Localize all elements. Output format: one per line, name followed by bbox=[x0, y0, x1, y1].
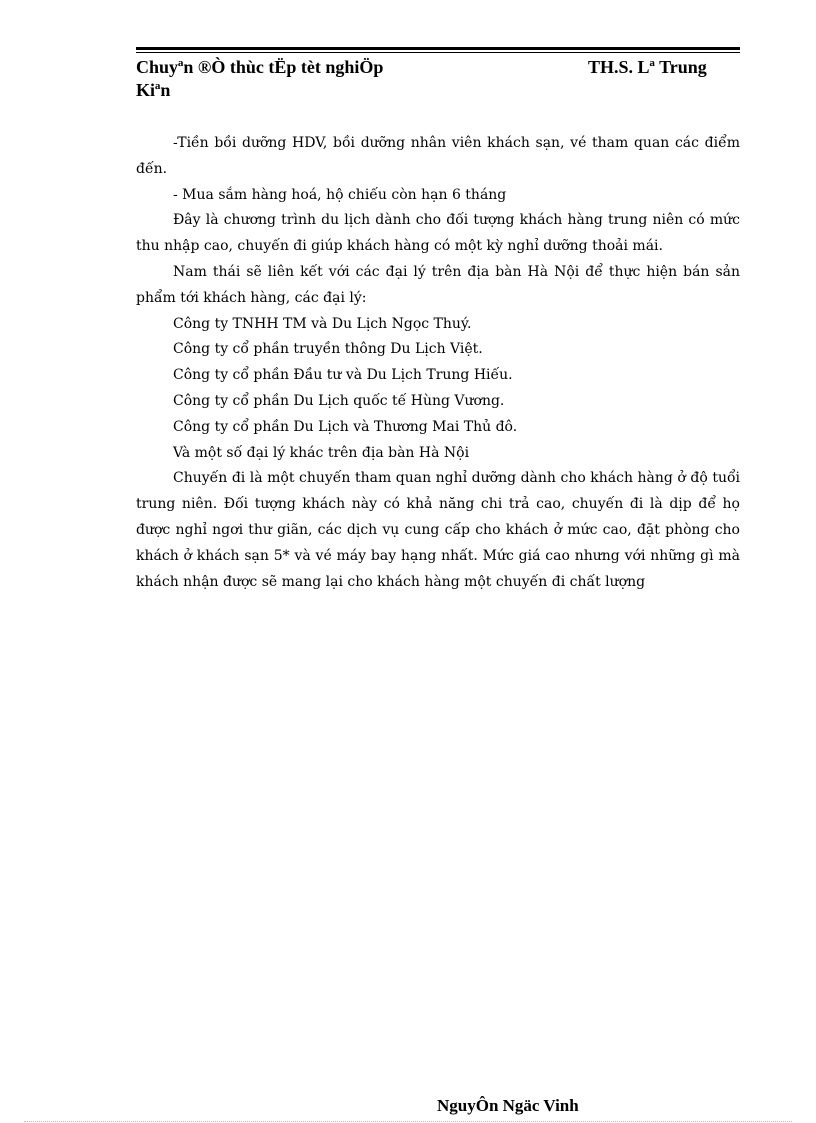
agent-list-item: Công ty cổ phần truyền thông Du Lịch Việt. bbox=[173, 341, 483, 358]
footer-author: NguyÔn Ngäc Vinh bbox=[437, 1096, 579, 1115]
body-text bbox=[136, 131, 740, 595]
paragraph-program-description: Đây là chương trình du lịch dành cho đối tượng khách hàng trung niên có mức thu nhập cao, chuyến đi giúp khách hàng có một kỳ nghỉ dưỡng thoải mái. bbox=[136, 212, 740, 255]
paragraph-shopping: - Mua sắm hàng hoá, hộ chiếu còn hạn 6 tháng bbox=[173, 186, 507, 203]
agent-list-item: Công ty cổ phần Du Lịch và Thương Mai Thủ đô. bbox=[173, 418, 518, 435]
paragraph-agents-intro: Nam thái sẽ liên kết với các đại lý trên địa bàn Hà Nội để thực hiện bán sản phẩm tới khách hàng, các đại lý: bbox=[136, 263, 740, 306]
header-rule-thick bbox=[136, 47, 740, 50]
header-title: Chuyªn ®Ò thùc tËp tèt nghiÖp bbox=[136, 57, 384, 77]
paragraph-trip-summary: Chuyến đi là một chuyến tham quan nghỉ dưỡng dành cho khách hàng ở độ tuổi trung niên. Đối tượng khách này có khả năng chi trả cao, chuyến đi là dịp để họ được nghỉ ngơi thư giãn, các dịch vụ cung cấp cho khách ở mức cao, đặt phòng cho khách ở khách sạn 5* và vé máy bay hạng nhất. Mức giá cao nhưng với những gì mà khách nhận được sẽ mang lại cho khách hàng một chuyến đi chất lượng bbox=[136, 470, 740, 590]
agent-list-item: Công ty cổ phần Du Lịch quốc tế Hùng Vương. bbox=[173, 392, 505, 409]
agent-list-item: Và một số đại lý khác trên địa bàn Hà Nội bbox=[173, 444, 470, 461]
header-supervisor: TH.S. Lª Trung bbox=[588, 57, 707, 77]
page-bottom-divider bbox=[24, 1121, 792, 1122]
agent-list-item: Công ty cổ phần Đầu tư và Du Lịch Trung Hiếu. bbox=[173, 367, 513, 384]
paragraph-fees: -Tiền bồi dưỡng HDV, bồi dưỡng nhân viên khách sạn, vé tham quan các điểm đến. bbox=[136, 135, 740, 177]
header-title-continuation: Kiªn bbox=[136, 80, 171, 100]
header-rule-thin bbox=[136, 52, 740, 53]
agent-list-item: Công ty TNHH TM và Du Lịch Ngọc Thuý. bbox=[173, 315, 472, 332]
